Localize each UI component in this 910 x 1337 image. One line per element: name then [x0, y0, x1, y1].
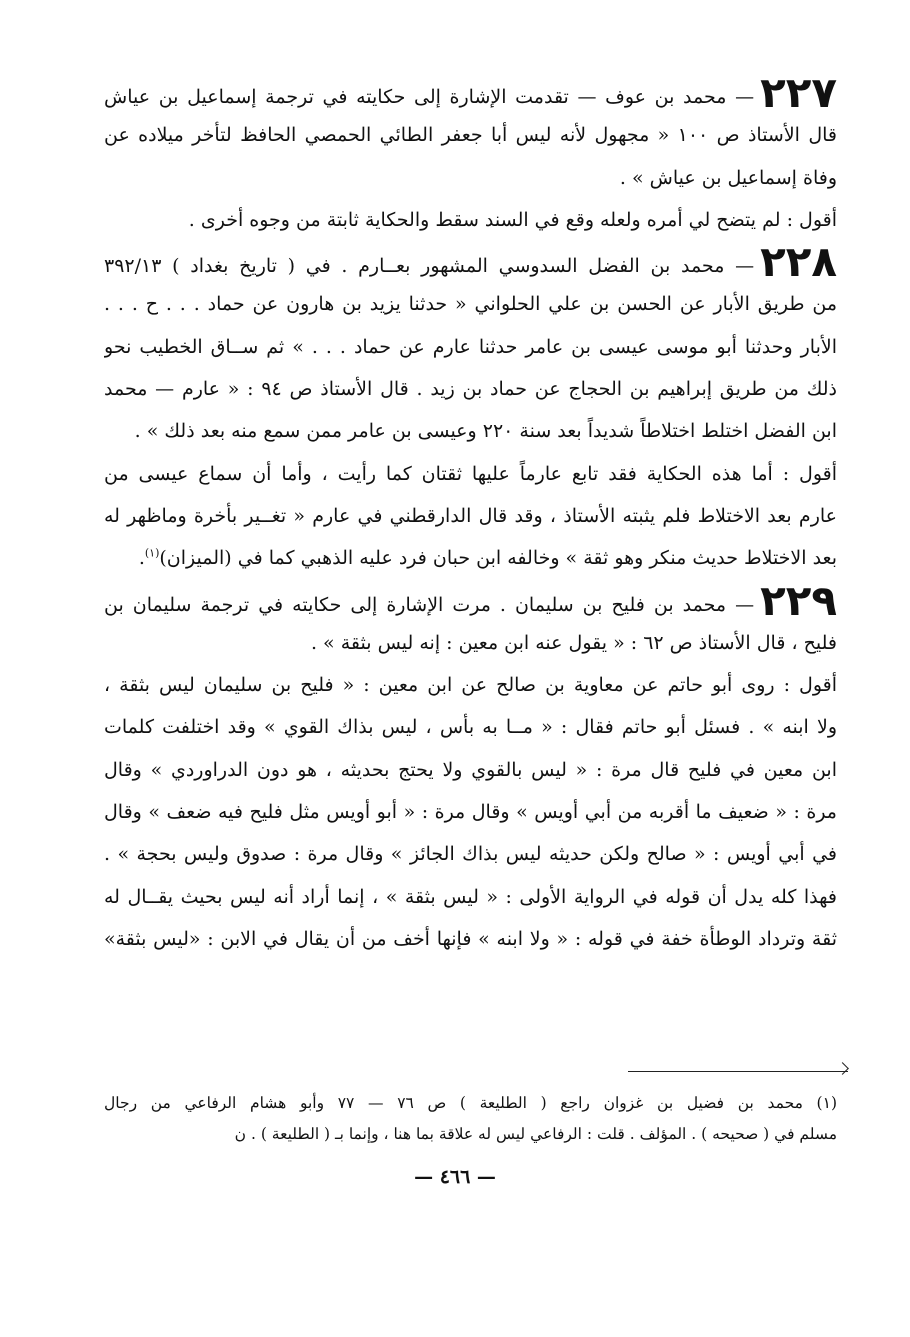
entry-229-line-4: ولا ابنه » . فسئل أبو حاتم فقال : « مــا به بأس ، ليس بذاك القوي » وقد اختلفت كلمات [104, 716, 837, 739]
entry-229-line-3: أقول : روى أبو حاتم عن معاوية بن صالح عن ابن معين : « فليح بن سليمان ليس بثقة ، [104, 674, 837, 697]
entry-228-text-8: بعد الاختلاط حديث منكر وهو ثقة » وخالفه ابن حبان فرد عليه الذهبي كما في (الميزان) [159, 547, 837, 570]
entry-228-line-3: الأبار وحدثنا أبو موسى عيسى بن عامر حدثنا عارم عن حماد . . . » ثم ســاق الخطيب نحو [104, 335, 837, 358]
page-number: — ٤٦٦ — [414, 1166, 496, 1188]
entry-227-line-2: قال الأستاذ ص ١٠٠ « مجهول لأنه ليس أبا جعفر الطائي الحمصي الحافظ لتأخر ميلاده عن [104, 124, 837, 147]
entry-228-text-8-end: . [138, 547, 145, 570]
footnote-line-1: (١) محمد بن فضيل بن غزوان راجع ( الطليعة ) ص ٧٦ — ٧٧ وأبو هشام الرفاعي من رجال [104, 1094, 837, 1112]
footnote-ref-1[interactable]: (١) [144, 546, 160, 560]
footnote-line-2: مسلم في ( صحيحه ) . المؤلف . قلت : الرفاعي ليس له علاقة بما هنا ، وإنما بـ ( الطليعة ) . ن [234, 1125, 837, 1143]
entry-229-line-5: ابن معين في فليح قال مرة : « ليس بالقوي ولا يحتج بحديثه ، هو دون الدراوردي » وقال [104, 758, 837, 781]
page-body [104, 72, 837, 960]
entry-228-line-4: ذلك من طريق إبراهيم بن الحجاج عن حماد بن زيد . قال الأستاذ ص ٩٤ : « عارم — محمد [104, 378, 837, 401]
entry-228-line-2: من طريق الأبار عن الحسن بن علي الحلواني « حدثنا يزيد بن هارون عن حماد . . . ح . . . [104, 293, 837, 316]
entry-227-commentary: أقول : لم يتضح لي أمره ولعله وقع في السند سقط والحكاية ثابتة من وجوه أخرى . [188, 208, 837, 231]
entry-229-line-1 [104, 580, 837, 622]
entry-number-228: ٢٢٨ [760, 241, 837, 284]
entry-227-line-3: وفاة إسماعيل بن عياش » . [619, 166, 837, 189]
entry-227-line-1 [104, 72, 837, 114]
entry-229-line-7: في أبي أويس : « صالح ولكن حديثه ليس بذاك الجائز » وقال مرة : صدوق وليس بحجة » . [104, 843, 837, 866]
entry-229-line-9: ثقة وترداد الوطأة خفة في قوله : « ولا ابنه » فإنها أخف من أن يقال في الابن : «ليس بثقة» [104, 927, 837, 950]
footnote-separator [628, 1071, 848, 1072]
entry-number-229: ٢٢٩ [760, 579, 837, 622]
entry-228-line-7: عارم بعد الاختلاط فلم يثبته الأستاذ ، وقد قال الدارقطني في عارم « تغــير بأخرة وماظهر له [104, 504, 837, 527]
footnotes [104, 1088, 837, 1150]
entry-229-text-1: — محمد بن فليح بن سليمان . مرت الإشارة إلى حكايته في ترجمة سليمان بن [104, 593, 755, 616]
entry-228-text-1: — محمد بن الفضل السدوسي المشهور بعــارم . في ( تاريخ بغداد ) ٣٩٢/١٣ [104, 255, 755, 278]
entry-228-line-6: أقول : أما هذه الحكاية فقد تابع عارماً عليها ثقتان كما رأيت ، وأما أن سماع عيسى من [104, 462, 837, 485]
entry-228-line-1 [104, 241, 837, 283]
entry-229-line-6: مرة : « ضعيف ما أقربه من أبي أويس » وقال مرة : « أبو أويس مثل فليح فيه ضعف » وقال [104, 801, 837, 824]
entry-228-line-5: ابن الفضل اختلط اختلاطاً شديداً بعد سنة ٢٢٠ وعيسى بن عامر ممن سمع منه بعد ذلك » . [134, 420, 837, 443]
entry-number-227: ٢٢٧ [760, 72, 837, 115]
entry-228-line-8 [104, 537, 837, 579]
entry-229-line-2: فليح ، قال الأستاذ ص ٦٢ : « يقول عنه ابن معين : إنه ليس بثقة » . [310, 631, 837, 654]
entry-229-line-8: فهذا كله يدل أن قوله في الرواية الأولى : « ليس بثقة » ، إنما أراد أنه ليس بحيث يقــال له [104, 885, 837, 908]
entry-227-text-1: — محمد بن عوف — تقدمت الإشارة إلى حكايته في ترجمة إسماعيل بن عياش [104, 86, 755, 108]
footnote-separator-tick [836, 1062, 849, 1075]
